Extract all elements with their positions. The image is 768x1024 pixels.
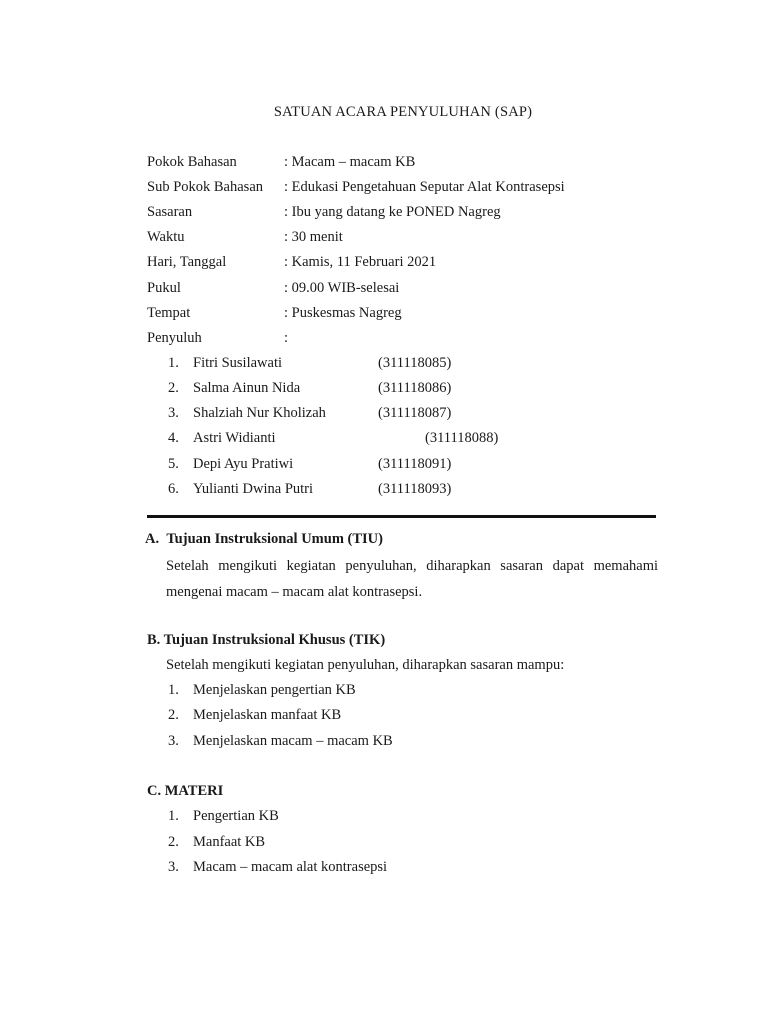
info-value: : Kamis, 11 Februari 2021 <box>284 254 437 270</box>
penyuluh-item <box>168 378 528 398</box>
info-value: : Ibu yang datang ke PONED Nagreg <box>284 204 501 220</box>
penyuluh-name: Fitri Susilawati <box>193 355 283 371</box>
list-text: Menjelaskan pengertian KB <box>193 682 356 698</box>
info-value: : Puskesmas Nagreg <box>284 305 402 321</box>
info-value: : Macam – macam KB <box>284 154 416 170</box>
info-value: : 30 menit <box>284 229 343 245</box>
list-number: 2. <box>168 380 179 396</box>
info-label: Pukul <box>147 280 181 296</box>
info-label: Tempat <box>147 305 191 321</box>
penyuluh-item <box>168 454 528 474</box>
penyuluh-nim: (311118088) <box>425 430 499 446</box>
info-value: : 09.00 WIB-selesai <box>284 280 400 296</box>
penyuluh-name: Depi Ayu Pratiwi <box>193 456 294 472</box>
list-number: 2. <box>168 834 179 850</box>
list-number: 1. <box>168 355 179 371</box>
list-text: Pengertian KB <box>193 808 279 824</box>
section-a-heading: A. Tujuan Instruksional Umum (TIU) <box>145 531 383 547</box>
info-label: Hari, Tanggal <box>147 254 227 270</box>
info-label: Waktu <box>147 229 185 245</box>
document-title: SATUAN ACARA PENYULUHAN (SAP) <box>273 104 533 120</box>
info-label: Penyuluh <box>147 330 202 346</box>
penyuluh-name: Shalziah Nur Kholizah <box>193 405 326 421</box>
info-label: Sub Pokok Bahasan <box>147 179 263 195</box>
list-number: 4. <box>168 430 179 446</box>
list-number: 5. <box>168 456 179 472</box>
list-text: Menjelaskan manfaat KB <box>193 707 342 723</box>
penyuluh-item <box>168 428 528 448</box>
list-number: 2. <box>168 707 179 723</box>
penyuluh-item <box>168 479 528 499</box>
penyuluh-nim: (311118091) <box>378 456 452 472</box>
penyuluh-item <box>168 403 528 423</box>
info-label: Pokok Bahasan <box>147 154 237 170</box>
list-number: 3. <box>168 405 179 421</box>
section-b-intro: Setelah mengikuti kegiatan penyuluhan, diharapkan sasaran mampu: <box>166 657 565 673</box>
list-text: Menjelaskan macam – macam KB <box>193 733 393 749</box>
penyuluh-nim: (311118086) <box>378 380 452 396</box>
penyuluh-name: Yulianti Dwina Putri <box>193 481 314 497</box>
list-text: Manfaat KB <box>193 834 266 850</box>
penyuluh-name: Salma Ainun Nida <box>193 380 301 396</box>
section-b-heading: B. Tujuan Instruksional Khusus (TIK) <box>147 632 386 648</box>
list-number: 1. <box>168 808 179 824</box>
penyuluh-nim: (311118087) <box>378 405 452 421</box>
info-value: : Edukasi Pengetahuan Seputar Alat Kontrasepsi <box>284 179 565 195</box>
horizontal-divider <box>147 515 656 518</box>
penyuluh-item <box>168 353 528 373</box>
penyuluh-name: Astri Widianti <box>193 430 276 446</box>
list-number: 3. <box>168 733 179 749</box>
list-number: 3. <box>168 859 179 875</box>
list-number: 1. <box>168 682 179 698</box>
section-a-text: Setelah mengikuti kegiatan penyuluhan, diharapkan sasaran dapat memahami mengenai macam – macam alat kontrasepsi. <box>166 558 658 600</box>
list-number: 6. <box>168 481 179 497</box>
info-label: Sasaran <box>147 204 193 220</box>
section-c-heading: C. MATERI <box>147 783 224 799</box>
penyuluh-nim: (311118085) <box>378 355 452 371</box>
info-value: : <box>284 330 289 346</box>
list-text: Macam – macam alat kontrasepsi <box>193 859 388 875</box>
penyuluh-nim: (311118093) <box>378 481 452 497</box>
